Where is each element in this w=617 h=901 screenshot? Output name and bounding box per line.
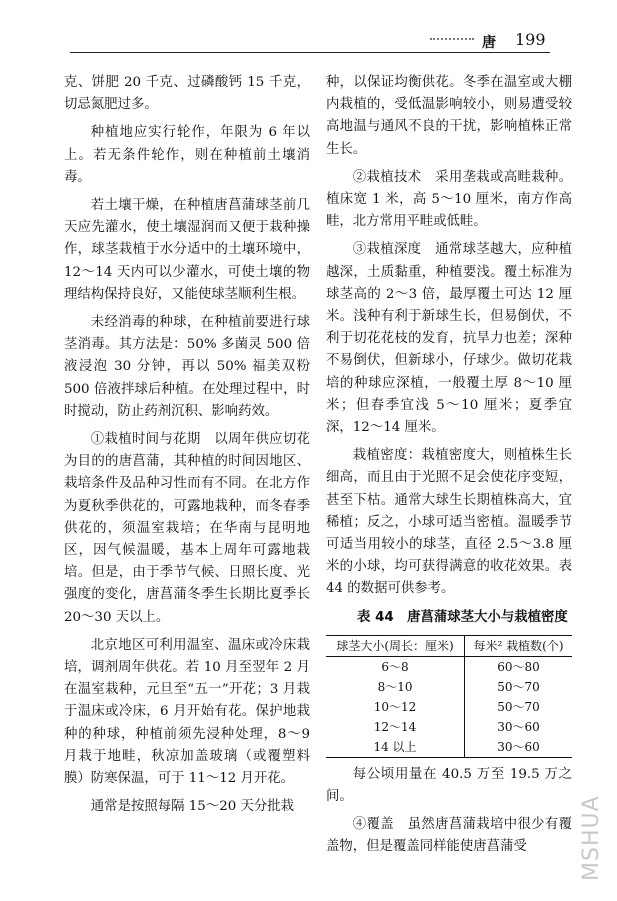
header-rule bbox=[70, 52, 550, 53]
table-cell: 50～70 bbox=[465, 697, 572, 717]
table-row bbox=[326, 656, 572, 677]
running-title: 唐 bbox=[482, 35, 496, 51]
paragraph: 栽植密度：栽植密度大，则植株生长细高，而且由于光照不足会使花序变短，甚至下枯。通常大球生长期植株高大，宜稀植；反之，小球可适当密植。温暖季节可适当用较小的球茎，直径 2.5～3.8 厘米的小球，均可获得满意的收花效果。表 44 的数据可供参考。 bbox=[326, 448, 572, 597]
paragraph: ②栽植技术 采用垄栽或高畦栽种。植床宽 1 米，高 5～10 厘米，南方作高畦，北方常用平畦或低畦。 bbox=[326, 169, 572, 230]
paragraph: 北京地区可利用温室、温床或冷床栽培，调剂周年供花。若 10 月至翌年 2 月在温室栽种，元旦至“五一”开花；3 月栽于温床或冷床，6 月开始有花。保护地栽种的种球，种植前须先浸种处理，8～9 月栽于地畦，秋凉加盖玻璃（或覆塑料膜）防寒保温，可于 11～12 月开花。 bbox=[64, 637, 310, 787]
left-column bbox=[64, 72, 310, 825]
page-header bbox=[0, 28, 617, 54]
table-cell: 14 以上 bbox=[373, 739, 417, 754]
paragraph: ④覆盖 虽然唐菖蒲栽培中很少有覆盖物，但是覆盖同样能使唐菖蒲受 bbox=[326, 817, 572, 855]
table-cell: 8～10 bbox=[377, 679, 413, 694]
table-cell: 10～12 bbox=[373, 699, 417, 714]
table-cell: 60～80 bbox=[465, 656, 572, 677]
right-column bbox=[326, 72, 572, 865]
table-caption: 表 44 唐菖蒲球茎大小与栽植密度 bbox=[357, 609, 568, 625]
paragraph: 种植地应实行轮作，年限为 6 年以上。若无条件轮作，则在种植前土壤消毒。 bbox=[64, 125, 310, 185]
table-row bbox=[326, 697, 572, 717]
paragraph: 未经消毒的种球，在种植前要进行球茎消毒。其方法是：50% 多菌灵 500 倍液浸泡 30 分钟，再以 50% 福美双粉 500 倍液拌球后种植。在处理过程中，时时搅动，防止药剂沉积、影响药效。 bbox=[64, 315, 310, 419]
table-cell: 6～8 bbox=[381, 659, 409, 674]
density-table bbox=[326, 635, 572, 758]
watermark: MSHUA bbox=[579, 795, 604, 881]
paragraph: ③栽植深度 通常球茎越大，应种植越深，土质黏重，种植要浅。覆土标准为球茎高的 2～3 倍，最厚覆土可达 12 厘米。浅种有利于新球生长，但易倒伏，不利于切花花枝的发育，抗旱力也差；深种不易倒伏，但新球小，仔球少。做切花栽培的种球应深植，一般覆土厚 8～10 厘米；但春季宜浅 5～10 厘米；夏季宜深，12～14 厘米。 bbox=[326, 242, 572, 436]
paragraph: ①栽植时间与花期 以周年供应切花为目的的唐菖蒲，其种植的时间因地区、栽培条件及品种习性而有不同。在北方作为夏秋季供花的，可露地栽种，而冬春季供花的，须温室栽培；在华南与昆明地区，因气候温暖，基本上周年可露地栽培。但是，由于季节气候、日照长度、光强度的变化，唐菖蒲冬季生长期比夏季长 20～30 天以上。 bbox=[64, 432, 310, 625]
table-cell: 30～60 bbox=[465, 737, 572, 758]
table-cell: 30～60 bbox=[465, 717, 572, 737]
paragraph: 种，以保证均衡供花。冬季在温室或大棚内栽植的，受低温影响较小，则易遭受较高地温与通风不良的干扰，影响植株正常生长。 bbox=[326, 75, 572, 157]
table-header-cell: 每米² 栽植数(个) bbox=[465, 635, 572, 656]
paragraph: 每公顷用量在 40.5 万至 19.5 万之间。 bbox=[326, 766, 572, 805]
page-number: 199 bbox=[515, 30, 546, 49]
table-header-cell: 球茎大小(周长：厘米) bbox=[326, 635, 465, 656]
table-row bbox=[326, 737, 572, 758]
table-cell: 50～70 bbox=[465, 677, 572, 697]
paragraph: 若土壤干燥，在种植唐菖蒲球茎前几天应先灌水，使土壤湿润而又便于栽种操作，球茎栽植于水分适中的土壤环境中，12～14 天内可以少灌水，可使土壤的物理结构保持良好，又能使球茎顺利生根。 bbox=[64, 198, 310, 302]
table-row bbox=[326, 717, 572, 737]
table-cell: 12～14 bbox=[373, 719, 417, 734]
paragraph: 克、饼肥 20 千克、过磷酸钙 15 千克，切忌氮肥过多。 bbox=[64, 75, 310, 113]
paragraph: 通常是按照每隔 15～20 天分批栽 bbox=[90, 799, 295, 815]
table-row bbox=[326, 677, 572, 697]
header-ornament bbox=[430, 38, 474, 40]
table-header-row bbox=[326, 635, 572, 656]
